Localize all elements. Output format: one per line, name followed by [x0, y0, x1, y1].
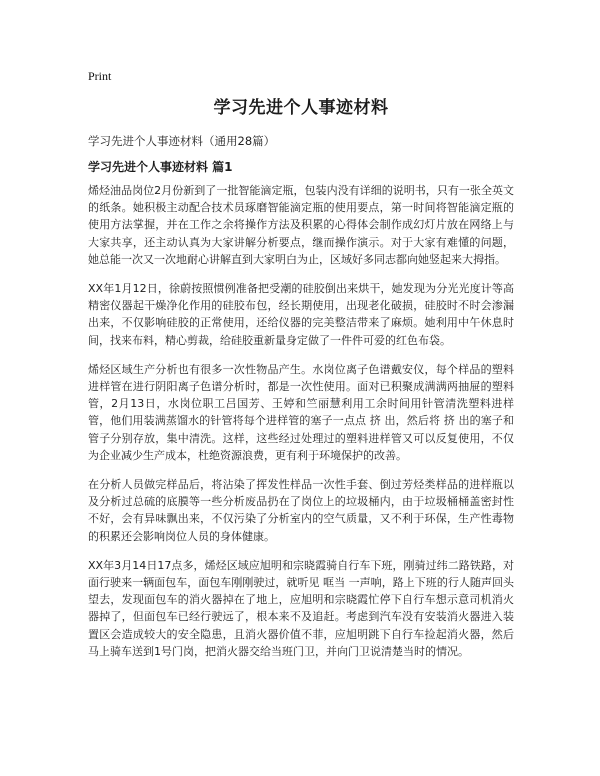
paragraph-1: 烯烃油品岗位2月份新到了一批智能滴定瓶，包装内没有详细的说明书，只有一张全英文的纸条。她积极主动配合技术员琢磨智能滴定瓶的使用要点，第一时间将智能滴定瓶的使用方法掌握，并在工作之余将操作方法及积累的心得体会制作成幻灯片放在网络上与大家共享，还主动认真为大家讲解分析要点，继而操作演示。对于大家有难懂的问题，她总能一次又一次地耐心讲解直到大家明白为止，区域好多同志都向她竖起来大拇指。: [88, 184, 514, 266]
document-subtitle: 学习先进个人事迹材料（通用28篇）: [88, 134, 276, 148]
print-link[interactable]: Print: [88, 69, 112, 83]
section-heading: 学习先进个人事迹材料 篇1: [88, 160, 233, 174]
paragraph-5: XX年3月14日17点多，烯烃区域应旭明和宗晓霞骑自行车下班，刚骑过纬二路铁路，对面行驶来一辆面包车，面包车刚刚驶过，就听见 哐当 一声响，路上下班的行人随声回头望去，发现面包车的消火器掉在了地上，应旭明和宗晓霞忙停下自行车想示意司机消火器掉了，但面包车已经行驶远了，根本来不及追赶。考虑到汽车没有安装消火器进入装置区会造成较大的安全隐患，且消火器价值不菲，应旭明跳下自行车捡起消火器，然后马上骑车送到1号门岗，把消火器交给当班门卫，并向门卫说清楚当时的情况。: [88, 558, 514, 658]
paragraph-4: 在分析人员做完样品后，将沾染了挥发性样品一次性手套、倒过芳烃类样品的进样瓶以及分析过总硫的底膜等一些分析废品扔在了岗位上的垃圾桶内，由于垃圾桶桶盖密封性不好，会有异味飘出来，不仅污染了分析室内的空气质量，又不利于环保，生产性毒物的积累还会影响岗位人员的身体健康。: [88, 478, 514, 543]
page-title: 学习先进个人事迹材料: [213, 98, 389, 118]
paragraph-3: 烯烃区域生产分析也有很多一次性物品产生。水岗位离子色谱戴安仪，每个样品的塑料进样管在进行阴阳离子色谱分析时，都是一次性使用。面对已积聚成满满两抽屉的塑料管，2月13日，水岗位职工吕国芳、王婷和竺丽慧利用工余时间用针管清洗塑料进样管，他们用装满蒸馏水的针管将每个进样管的塞子一点点 挤 出，然后将 挤 出的塞子和管子分别存放，集中清洗。这样，这些经过处理过的塑料进样管又可以反复使用，不仅为企业减少生产成本，杜绝资源浪费，更有利于环境保护的改善。: [88, 362, 514, 462]
paragraph-2: XX年1月12日，徐蔚按照惯例准备把受潮的硅胶倒出来烘干，她发现为分光光度计等高精密仪器起干燥净化作用的硅胶布包，经长期使用，出现老化破损，硅胶时不时会渗漏出来，不仅影响硅胶的正常使用，还给仪器的完美整洁带来了麻烦。她利用中午休息时间，找来布料，精心剪裁，给硅胶重新量身定做了一件件可爱的红色布袋。: [88, 282, 514, 347]
